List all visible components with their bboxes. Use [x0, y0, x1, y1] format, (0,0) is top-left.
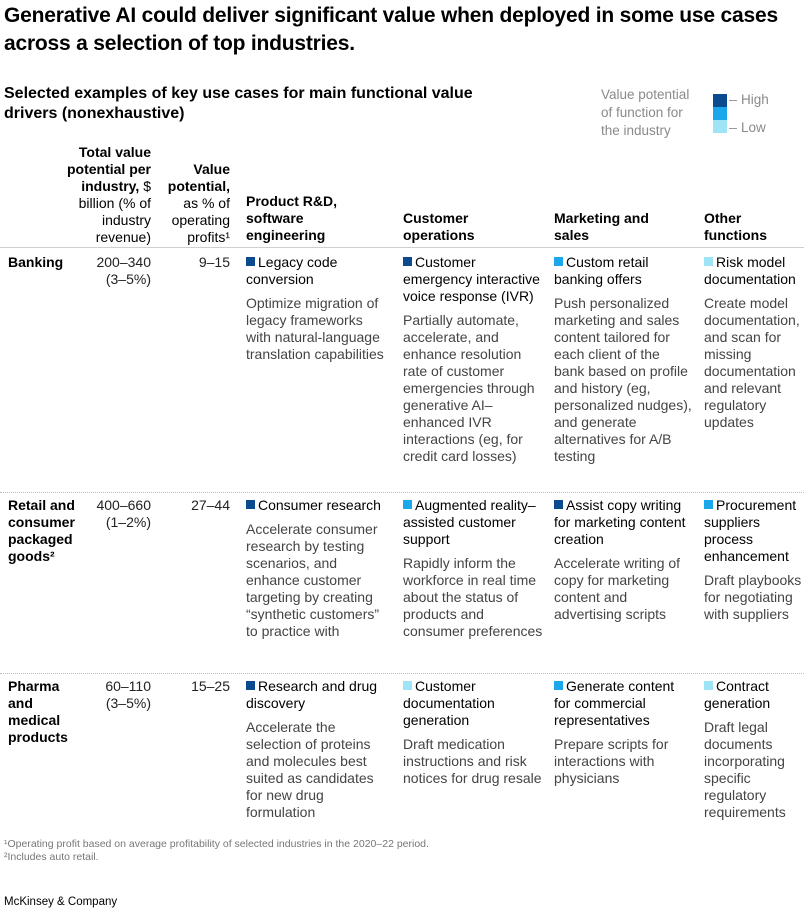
chart-title: Generative AI could deliver significant value when deployed in some use cases across a selection of top industries.	[4, 4, 778, 55]
value-level-marker	[554, 257, 563, 266]
use-case-marketing	[554, 678, 694, 787]
footnote-2: ²Includes auto retail.	[4, 851, 99, 863]
legend-swatch-low	[713, 120, 727, 133]
use-case-description: Prepare scripts for interactions with physicians	[554, 736, 669, 786]
header-separator	[0, 247, 804, 248]
use-case-marketing	[554, 254, 694, 465]
footnote-1: ¹Operating profit based on average profitability of selected industries in the 2020–22 period.	[4, 838, 429, 850]
value-level-marker	[403, 257, 412, 266]
use-case-title: Customer emergency interactive voice response (IVR)	[403, 254, 540, 304]
header-value-pct	[160, 161, 230, 246]
value-level-marker	[704, 681, 713, 690]
use-case-title: Contract generation	[704, 678, 771, 711]
use-case-customer-ops	[403, 254, 543, 465]
use-case-description: Draft legal documents incorporating specific regulatory requirements	[704, 719, 786, 820]
use-case-rnd	[246, 678, 386, 821]
header-total-value-label: Total value potential per industry,	[66, 144, 151, 194]
use-case-marketing	[554, 497, 694, 623]
header-marketing: Marketing and sales	[554, 210, 649, 243]
value-level-marker	[704, 500, 713, 509]
use-case-description: Partially automate, accelerate, and enhance resolution rate of customer emergencies through generative AI–enhanced IVR interactions (eg, for credit card losses)	[403, 312, 535, 464]
use-case-description: Rapidly inform the workforce in real time about the status of products and consumer preferences	[403, 555, 543, 639]
use-case-title: Assist copy writing for marketing content creation	[554, 497, 686, 547]
value-level-marker	[403, 500, 412, 509]
header-rnd: Product R&D, software engineering	[246, 193, 337, 243]
total-value-pct: (3–5%)	[105, 271, 151, 287]
brand-label: McKinsey & Company	[4, 896, 118, 908]
total-value-pct: (3–5%)	[105, 695, 151, 711]
total-value	[70, 497, 151, 531]
industry-name: Retail and consumer packaged goods²	[8, 497, 75, 564]
use-case-title: Customer documentation generation	[403, 678, 495, 728]
use-case-description: Accelerate writing of copy for marketing content and advertising scripts	[554, 555, 681, 622]
use-case-title: Legacy code conversion	[246, 254, 338, 287]
value-level-marker	[246, 681, 255, 690]
legend-tick-low	[729, 128, 737, 129]
header-value-pct-label: Value potential,	[167, 161, 230, 194]
industry-name: Pharma and medical products	[8, 678, 68, 745]
total-value-range: 400–660	[96, 497, 151, 513]
use-case-description: Draft medication instructions and risk notices for drug resale	[403, 736, 542, 786]
header-total-value	[60, 144, 151, 246]
header-customer-ops: Customer operations	[403, 210, 475, 243]
header-other: Other functions	[704, 210, 767, 243]
use-case-title: Generate content for commercial representatives	[554, 678, 675, 728]
total-value	[70, 678, 151, 712]
total-value-pct: (1–2%)	[105, 514, 151, 530]
total-value-range: 200–340	[96, 254, 151, 270]
use-case-title: Procurement suppliers process enhancement	[704, 497, 797, 564]
use-case-title: Risk model documentation	[704, 254, 796, 287]
row-separator-2	[0, 673, 804, 674]
value-level-marker	[246, 257, 255, 266]
use-case-title: Augmented reality–assisted customer support	[403, 497, 536, 547]
use-case-customer-ops	[403, 678, 543, 787]
chart-subtitle: Selected examples of key use cases for main functional value drivers (nonexhaustive)	[4, 85, 473, 122]
value-level-marker	[704, 257, 713, 266]
value-pct: 15–25	[191, 678, 230, 694]
legend-tick-high	[729, 100, 737, 101]
legend-swatch-medium	[713, 107, 727, 120]
value-level-marker	[246, 500, 255, 509]
use-case-description: Accelerate consumer research by testing scenarios, and enhance customer targeting by creating “synthetic customers” to practice with	[246, 521, 380, 639]
total-value-range: 60–110	[105, 678, 151, 694]
legend-low-label: Low	[741, 120, 766, 135]
value-pct: 9–15	[198, 254, 230, 270]
use-case-customer-ops	[403, 497, 543, 640]
legend-swatch-high	[713, 94, 727, 107]
use-case-description: Optimize migration of legacy frameworks with natural-language translation capabilities	[246, 295, 384, 362]
industry-name: Banking	[8, 254, 64, 270]
use-case-title: Research and drug discovery	[246, 678, 378, 711]
use-case-rnd	[246, 254, 386, 363]
use-case-description: Create model documentation, and scan for missing documentation and relevant regulatory updates	[704, 295, 800, 430]
use-case-title: Custom retail banking offers	[554, 254, 649, 287]
use-case-other	[704, 254, 802, 431]
row-separator-1	[0, 492, 804, 493]
value-level-marker	[403, 681, 412, 690]
use-case-description: Accelerate the selection of proteins and molecules best suited as candidates for new drug formulation	[246, 719, 374, 820]
value-level-marker	[554, 681, 563, 690]
header-value-pct-unit: as % of operating profits¹	[171, 195, 230, 245]
header-total-value-unit: $ billion (% of industry revenue)	[78, 178, 151, 245]
legend-label: Value potential of function for the industry	[601, 87, 690, 138]
use-case-title: Consumer research	[258, 497, 381, 513]
value-level-marker	[554, 500, 563, 509]
use-case-other	[704, 497, 802, 623]
value-pct: 27–44	[191, 497, 230, 513]
use-case-description: Push personalized marketing and sales content tailored for each client of the bank based on profile and history (eg, personalized nudges), and generate alternatives for A/B testing	[554, 295, 692, 464]
use-case-rnd	[246, 497, 386, 640]
total-value	[70, 254, 151, 288]
legend-high-label: High	[741, 92, 769, 107]
use-case-other	[704, 678, 802, 821]
use-case-description: Draft playbooks for negotiating with suppliers	[704, 572, 802, 622]
